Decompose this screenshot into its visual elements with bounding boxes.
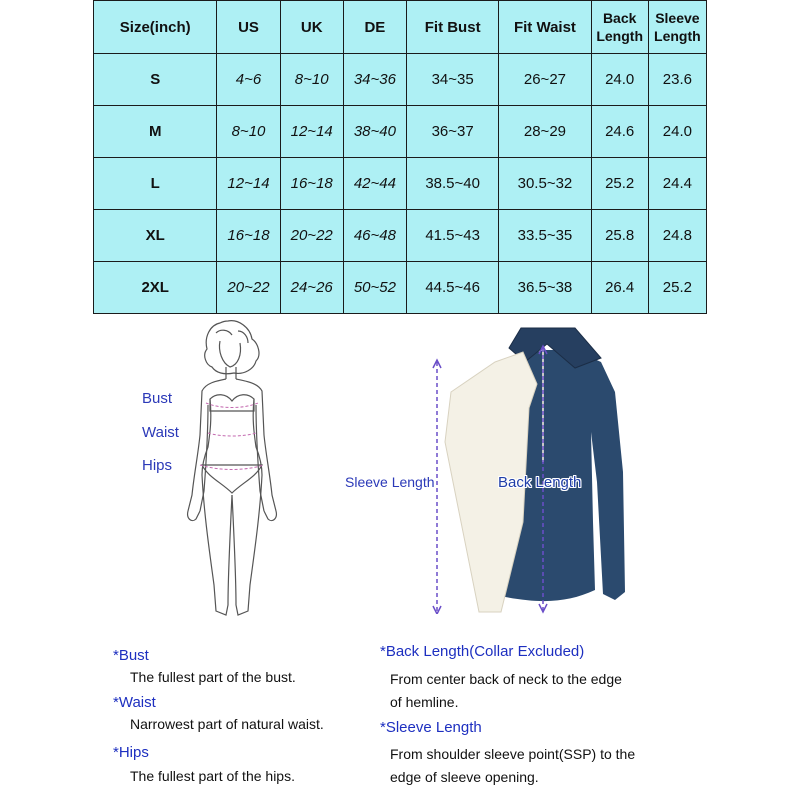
waist-measure-line: [208, 433, 256, 436]
cell-de: 46~48: [343, 210, 406, 262]
header-fit-bust: Fit Bust: [407, 1, 499, 54]
cell-us: 12~14: [217, 158, 280, 210]
header-sleeve-length: [648, 1, 706, 54]
hips-measure-line: [200, 465, 264, 470]
cell-bust: 44.5~46: [407, 262, 499, 314]
header-back-length: [591, 1, 648, 54]
table-row: [94, 54, 707, 106]
back-length-label: Back Length: [498, 474, 582, 491]
cell-uk: 8~10: [280, 54, 343, 106]
table-row: [94, 262, 707, 314]
waist-label: Waist: [142, 424, 179, 441]
header-back-line1: Back: [602, 10, 637, 26]
def-bust-text: The fullest part of the bust.: [130, 669, 296, 685]
cell-de: 38~40: [343, 106, 406, 158]
cell-sleeve: 24.8: [648, 210, 706, 262]
cell-back: 24.0: [591, 54, 648, 106]
cell-waist: 36.5~38: [499, 262, 591, 314]
size-chart-table: [93, 0, 707, 314]
def-back-line1: From center back of neck to the edge: [390, 671, 622, 687]
cell-sleeve: 23.6: [648, 54, 706, 106]
header-uk: UK: [280, 1, 343, 54]
header-sleeve-line2: Length: [654, 28, 701, 44]
cell-de: 50~52: [343, 262, 406, 314]
cell-us: 20~22: [217, 262, 280, 314]
header-sleeve-line1: Sleeve: [655, 10, 700, 26]
table-row: [94, 210, 707, 262]
def-back-line2: of hemline.: [390, 694, 459, 710]
cell-uk: 16~18: [280, 158, 343, 210]
def-sleeve-line2: edge of sleeve opening.: [390, 769, 539, 785]
cell-waist: 33.5~35: [499, 210, 591, 262]
cell-back: 24.6: [591, 106, 648, 158]
cell-bust: 34~35: [407, 54, 499, 106]
cell-waist: 28~29: [499, 106, 591, 158]
cell-back: 26.4: [591, 262, 648, 314]
cell-sleeve: 24.4: [648, 158, 706, 210]
def-back-title: *Back Length(Collar Excluded): [380, 643, 585, 660]
cell-size: L: [94, 158, 217, 210]
bust-measure-line: [206, 403, 258, 408]
cell-size: 2XL: [94, 262, 217, 314]
hips-label: Hips: [142, 457, 173, 474]
header-de: DE: [343, 1, 406, 54]
cell-de: 42~44: [343, 158, 406, 210]
cell-uk: 24~26: [280, 262, 343, 314]
bust-label: Bust: [142, 390, 173, 407]
cell-sleeve: 25.2: [648, 262, 706, 314]
sleeve-length-label: Sleeve Length: [345, 474, 435, 490]
def-waist-title: *Waist: [113, 694, 156, 711]
shirt-illustration: [425, 322, 635, 614]
cell-waist: 30.5~32: [499, 158, 591, 210]
cell-back: 25.8: [591, 210, 648, 262]
def-bust-title: *Bust: [113, 647, 149, 664]
header-us: US: [217, 1, 280, 54]
cell-us: 16~18: [217, 210, 280, 262]
cell-uk: 20~22: [280, 210, 343, 262]
cell-bust: 38.5~40: [407, 158, 499, 210]
def-sleeve-title: *Sleeve Length: [380, 719, 482, 736]
cell-waist: 26~27: [499, 54, 591, 106]
cell-de: 34~36: [343, 54, 406, 106]
cell-size: M: [94, 106, 217, 158]
def-waist-text: Narrowest part of natural waist.: [130, 716, 324, 732]
cell-bust: 36~37: [407, 106, 499, 158]
cell-back: 25.2: [591, 158, 648, 210]
header-size: Size(inch): [94, 1, 217, 54]
def-sleeve-line1: From shoulder sleeve point(SSP) to the: [390, 746, 636, 762]
header-fit-waist: Fit Waist: [499, 1, 591, 54]
cell-us: 8~10: [217, 106, 280, 158]
cell-size: XL: [94, 210, 217, 262]
def-hips-text: The fullest part of the hips.: [130, 768, 295, 784]
table-row: [94, 158, 707, 210]
cell-size: S: [94, 54, 217, 106]
table-row: [94, 106, 707, 158]
cell-uk: 12~14: [280, 106, 343, 158]
def-hips-title: *Hips: [113, 744, 149, 761]
cell-bust: 41.5~43: [407, 210, 499, 262]
cell-sleeve: 24.0: [648, 106, 706, 158]
cell-us: 4~6: [217, 54, 280, 106]
body-figure-illustration: [180, 315, 290, 625]
table-header-row: [94, 1, 707, 54]
header-back-line2: Length: [596, 28, 643, 44]
